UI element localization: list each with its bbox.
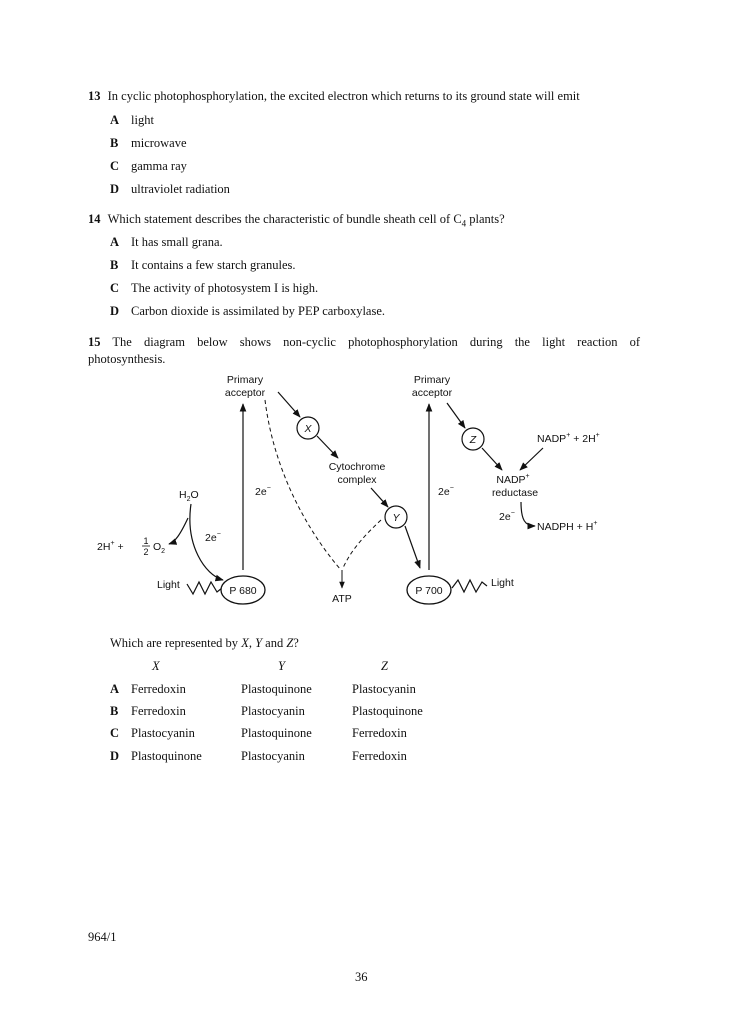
nadph-curve [521,502,535,526]
svg-text:2e−: 2e− [438,485,454,498]
p700-label: P 700 [415,585,443,597]
nadp-reductase-label: NADP+ [496,473,530,486]
photophosphorylation-diagram [95,370,655,615]
svg-text:2e−: 2e− [255,485,271,498]
h2o-label: $H_2O$ [179,489,199,503]
svg-text:reductase: reductase [491,487,539,499]
primary-acceptor-2-label: Primary [413,374,451,386]
svg-text:acceptor: acceptor [224,387,266,399]
question-14-option-c: C The activity of photosystem I is high. [110,281,319,295]
svg-text:1: 1 [143,536,149,546]
atp-dashed-curve-right [343,520,381,568]
svg-text:complex: complex [337,474,377,486]
question-13-option-d: D ultraviolet radiation [110,182,230,196]
question-15-stem: 15 The diagram below shows non-cyclic photophosphorylation during the light reaction of photosynthesis. [88,335,640,366]
light-label-1: Light [157,579,180,591]
svg-text:2e−: 2e− [499,510,515,523]
nadp-input-label: NADP+ + 2H+ [537,432,600,445]
column-header-y: Y [278,659,285,673]
nadph-label: NADPH + H+ [537,520,598,533]
column-header-z: Z [381,659,388,673]
x-carrier-label: X [304,423,312,435]
question-14-number: 14 [88,212,101,226]
paper-code: 964/1 [88,930,117,944]
cytochrome-complex-label: Cytochrome [328,461,386,473]
question-14-option-d: D Carbon dioxide is assimilated by PEP carboxylase. [110,304,386,318]
question-14-stem: Which statement describes the characteristic of bundle sheath cell of $C_4$ plants? [107,212,505,229]
question-15-number: 15 [88,335,101,349]
primary-acceptor-1-label: Primary [226,374,264,386]
question-13-option-a: A light [110,113,154,127]
light-label-2: Light [491,577,514,589]
question-14-option-b: B It contains a few starch granules. [110,258,296,272]
question-13-stem-line [88,89,580,104]
svg-text:O2: $O_2$ [153,541,166,555]
svg-text:acceptor: acceptor [411,387,453,399]
atp-label: ATP [332,593,352,605]
svg-text:2: 2 [143,547,149,557]
p680-label: P 680 [229,585,257,597]
y-carrier-label: Y [392,512,400,524]
column-header-x: X [152,659,160,673]
light-zigzag-1 [187,582,222,594]
question-13-number: 13 [88,89,101,103]
question-13-option-b: B microwave [110,136,187,150]
question-13-option-c: C gamma ray [110,159,187,173]
light-zigzag-2 [452,580,487,592]
question-14-stem-line [88,212,505,229]
question-15-prompt: Which are represented by X, Y and Z? [110,636,299,650]
question-13-stem: In cyclic photophosphorylation, the excited electron which returns to its ground state will emit [107,89,580,103]
z-carrier-label: Z [469,434,477,446]
svg-text:2e−: 2e− [205,531,221,544]
water-products-label: 2H+ + [97,540,124,553]
question-14-option-a: A It has small grana. [110,235,223,249]
page-number: 36 [355,970,368,984]
